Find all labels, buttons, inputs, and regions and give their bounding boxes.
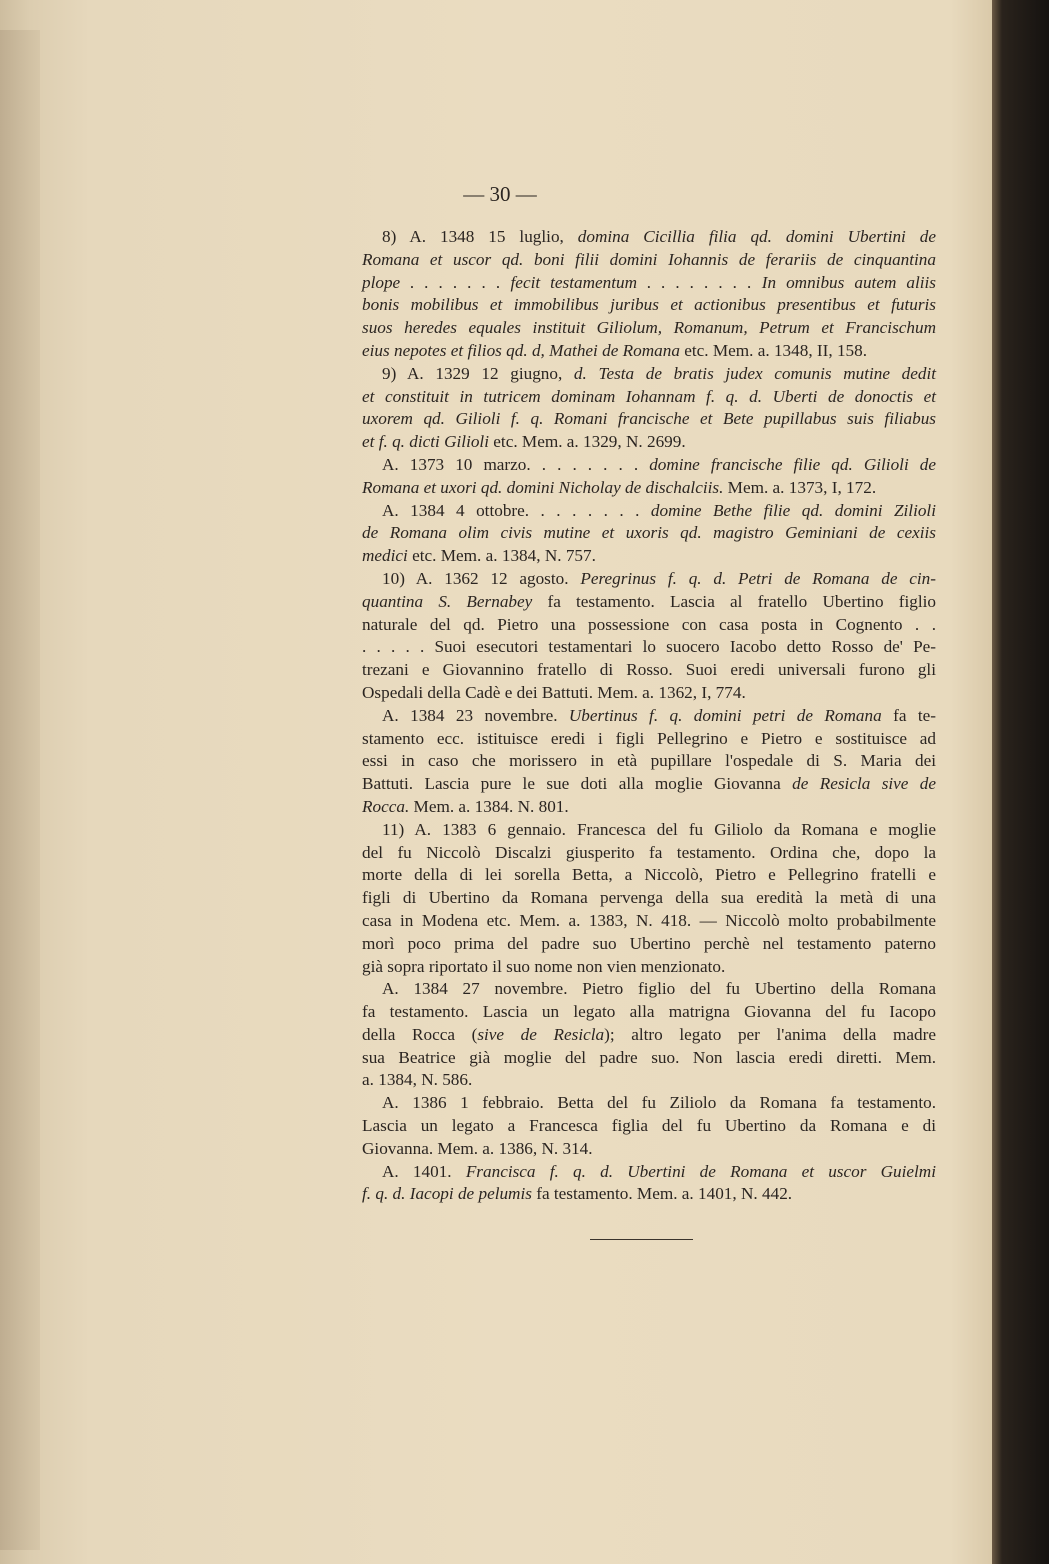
latin-quotation: eius nepotes et filios qd. d, Mathei de Romana xyxy=(362,340,680,360)
text-line xyxy=(362,591,936,614)
text-line xyxy=(362,864,936,887)
latin-quotation: et f. q. dicti Gilioli xyxy=(362,432,489,452)
text-line xyxy=(362,956,936,979)
text-line xyxy=(362,408,936,431)
text-line xyxy=(362,431,936,454)
closing-rule xyxy=(590,1239,693,1240)
text-line xyxy=(362,1115,936,1138)
text-segment: fa testamento. Lascia al fratello Ubertino figlio xyxy=(532,591,936,611)
latin-quotation: bonis mobilibus et immobilibus juribus et actionibus presentibus et futuris xyxy=(362,295,936,315)
latin-quotation: de Resicla sive de xyxy=(792,774,936,794)
text-segment: . . . . . Suoi esecutori testamentari lo suocero Iacobo detto Rosso de' Pe- xyxy=(362,637,936,657)
text-segment: A. 1384 27 novembre. Pietro figlio del fu Ubertino della Romana xyxy=(382,979,936,999)
text-line xyxy=(362,1069,936,1092)
text-line xyxy=(362,933,936,956)
text-line xyxy=(362,272,936,295)
latin-quotation: sive de Resicla xyxy=(477,1024,605,1044)
text-line xyxy=(362,705,936,728)
text-line xyxy=(362,773,936,796)
text-segment: etc. Mem. a. 1384, N. 757. xyxy=(407,546,596,566)
text-line xyxy=(362,500,936,523)
text-line xyxy=(362,636,936,659)
text-segment: figli di Ubertino da Romana pervenga della sua eredità la metà di una xyxy=(362,888,936,908)
text-segment: della Rocca ( xyxy=(362,1024,478,1044)
text-line xyxy=(362,226,936,249)
latin-quotation: domine Bethe filie qd. domini Zilioli xyxy=(650,500,936,520)
text-line xyxy=(362,910,936,933)
latin-quotation: domina Cicillia filia qd. domini Ubertini de xyxy=(577,227,937,246)
latin-quotation: uxorem qd. Gilioli f. q. Romani francische et Bete pupillabus suis filiabus xyxy=(362,409,936,429)
text-line xyxy=(362,363,936,386)
text-line xyxy=(362,317,936,340)
text-segment: A. 1384 23 novembre. xyxy=(382,705,569,725)
page-edge-shadow xyxy=(0,30,40,1550)
text-line xyxy=(362,978,936,1001)
text-segment: Mem. a. 1373, I, 172. xyxy=(723,477,877,497)
text-line xyxy=(362,386,936,409)
text-line xyxy=(362,477,936,500)
text-line xyxy=(362,1161,936,1184)
text-segment: A. 1384 4 ottobre. . . . . . . . xyxy=(382,500,651,520)
text-segment: Mem. a. 1384. N. 801. xyxy=(409,796,569,816)
text-line xyxy=(362,750,936,773)
latin-quotation: de Romana olim civis mutine et uxoris qd. magistro Geminiani de cexiis xyxy=(362,523,936,543)
text-segment: fa testamento. Lascia un legato alla matrigna Giovanna del fu Iacopo xyxy=(362,1002,936,1022)
latin-quotation: medici xyxy=(362,546,408,566)
text-segment: 11) A. 1383 6 gennaio. Francesca del fu Giliolo da Romana e moglie xyxy=(382,819,936,839)
latin-quotation: plope . . . . . . . fecit testamentum . . . . . . . . In omnibus autem aliis xyxy=(362,272,936,292)
text-segment: morte della di lei sorella Betta, a Niccolò, Pietro e Pellegrino fratelli e xyxy=(362,865,936,885)
latin-quotation: et constituit in tutricem dominam Iohannam f. q. d. Uberti de donoctis et xyxy=(362,386,936,406)
latin-quotation: d. Testa de bratis judex comunis mutine dedit xyxy=(573,363,936,383)
latin-quotation: Rocca. xyxy=(362,796,410,816)
text-line xyxy=(362,1001,936,1024)
text-line xyxy=(362,294,936,317)
text-segment: del fu Niccolò Discalzi giusperito fa testamento. Ordina che, dopo la xyxy=(362,842,936,862)
text-line xyxy=(362,545,936,568)
scan-background-edge xyxy=(992,0,1049,1564)
text-line xyxy=(362,659,936,682)
text-line xyxy=(362,1092,936,1115)
text-line xyxy=(362,1024,936,1047)
text-segment: ); altro legato per l'anima della madre xyxy=(604,1024,936,1044)
text-segment: A. 1401. xyxy=(382,1161,466,1181)
latin-quotation: Peregrinus f. q. d. Petri de Romana de cin- xyxy=(580,568,937,588)
text-segment: trezani e Giovannino fratello di Rosso. Suoi eredi universali furono gli xyxy=(362,660,936,680)
latin-quotation: f. q. d. Iacopi de pelumis xyxy=(362,1184,532,1204)
latin-quotation: Ubertinus f. q. domini petri de Romana xyxy=(568,705,882,725)
body-text xyxy=(362,226,936,1206)
text-segment: sua Beatrice già moglie del padre suo. Non lascia eredi diretti. Mem. xyxy=(362,1047,936,1067)
latin-quotation: Romana et uscor qd. boni filii domini Iohannis de ferariis de cinquantina xyxy=(362,249,936,269)
text-line xyxy=(362,1138,936,1161)
text-segment: Lascia un legato a Francesca figlia del fu Ubertino da Romana e di xyxy=(362,1116,936,1136)
text-segment: a. 1384, N. 586. xyxy=(362,1070,473,1090)
text-segment: casa in Modena etc. Mem. a. 1383, N. 418. — Niccolò molto probabilmente xyxy=(362,910,936,930)
latin-quotation: domine francische filie qd. Gilioli de xyxy=(649,454,936,474)
text-line xyxy=(362,249,936,272)
text-segment: Battuti. Lascia pure le sue doti alla moglie Giovanna xyxy=(362,774,793,794)
text-line xyxy=(362,728,936,751)
text-line xyxy=(362,796,936,819)
text-segment: Ospedali della Cadè e dei Battuti. Mem. a. 1362, I, 774. xyxy=(362,682,746,702)
text-line xyxy=(362,522,936,545)
text-segment: fa testamento. Mem. a. 1401, N. 442. xyxy=(531,1184,793,1204)
text-line xyxy=(362,568,936,591)
text-segment: naturale del qd. Pietro una possessione con casa posta in Cognento . . xyxy=(362,614,936,634)
text-line xyxy=(362,614,936,637)
text-segment: già sopra riportato il suo nome non vien menzionato. xyxy=(362,956,726,976)
text-segment: 10) A. 1362 12 agosto. xyxy=(382,568,581,588)
text-segment: Giovanna. Mem. a. 1386, N. 314. xyxy=(362,1138,593,1158)
text-segment: A. 1373 10 marzo. . . . . . . . xyxy=(382,454,650,474)
text-line xyxy=(362,842,936,865)
latin-quotation: Francisca f. q. d. Ubertini de Romana et uscor Guielmi xyxy=(465,1161,936,1181)
text-segment: fa te- xyxy=(881,705,936,725)
text-segment: 9) A. 1329 12 giugno, xyxy=(382,363,574,383)
latin-quotation: quantina S. Bernabey xyxy=(362,591,533,611)
text-segment: A. 1386 1 febbraio. Betta del fu Ziliolo da Romana fa testamento. xyxy=(382,1093,936,1113)
text-line xyxy=(362,340,936,363)
text-segment: etc. Mem. a. 1348, II, 158. xyxy=(679,340,868,360)
text-line xyxy=(362,1047,936,1070)
text-segment: 8) A. 1348 15 luglio, xyxy=(382,227,578,246)
text-segment: stamento ecc. istituisce eredi i figli Pellegrino e Pietro e sostituisce ad xyxy=(362,728,936,748)
text-line xyxy=(362,819,936,842)
latin-quotation: suos heredes equales instituit Giliolum, Romanum, Petrum et Francischum xyxy=(362,318,936,338)
latin-quotation: Romana et uxori qd. domini Nicholay de dischalciis. xyxy=(362,477,724,497)
text-line xyxy=(362,454,936,477)
text-segment: morì poco prima del padre suo Ubertino perchè nel testamento paterno xyxy=(362,933,936,953)
text-segment: etc. Mem. a. 1329, N. 2699. xyxy=(489,432,686,452)
page-number: — 30 — xyxy=(463,182,537,206)
text-line xyxy=(362,682,936,705)
text-segment: essi in caso che morissero in età pupillare l'ospedale di S. Maria dei xyxy=(362,751,936,771)
text-line xyxy=(362,1183,936,1206)
text-line xyxy=(362,887,936,910)
